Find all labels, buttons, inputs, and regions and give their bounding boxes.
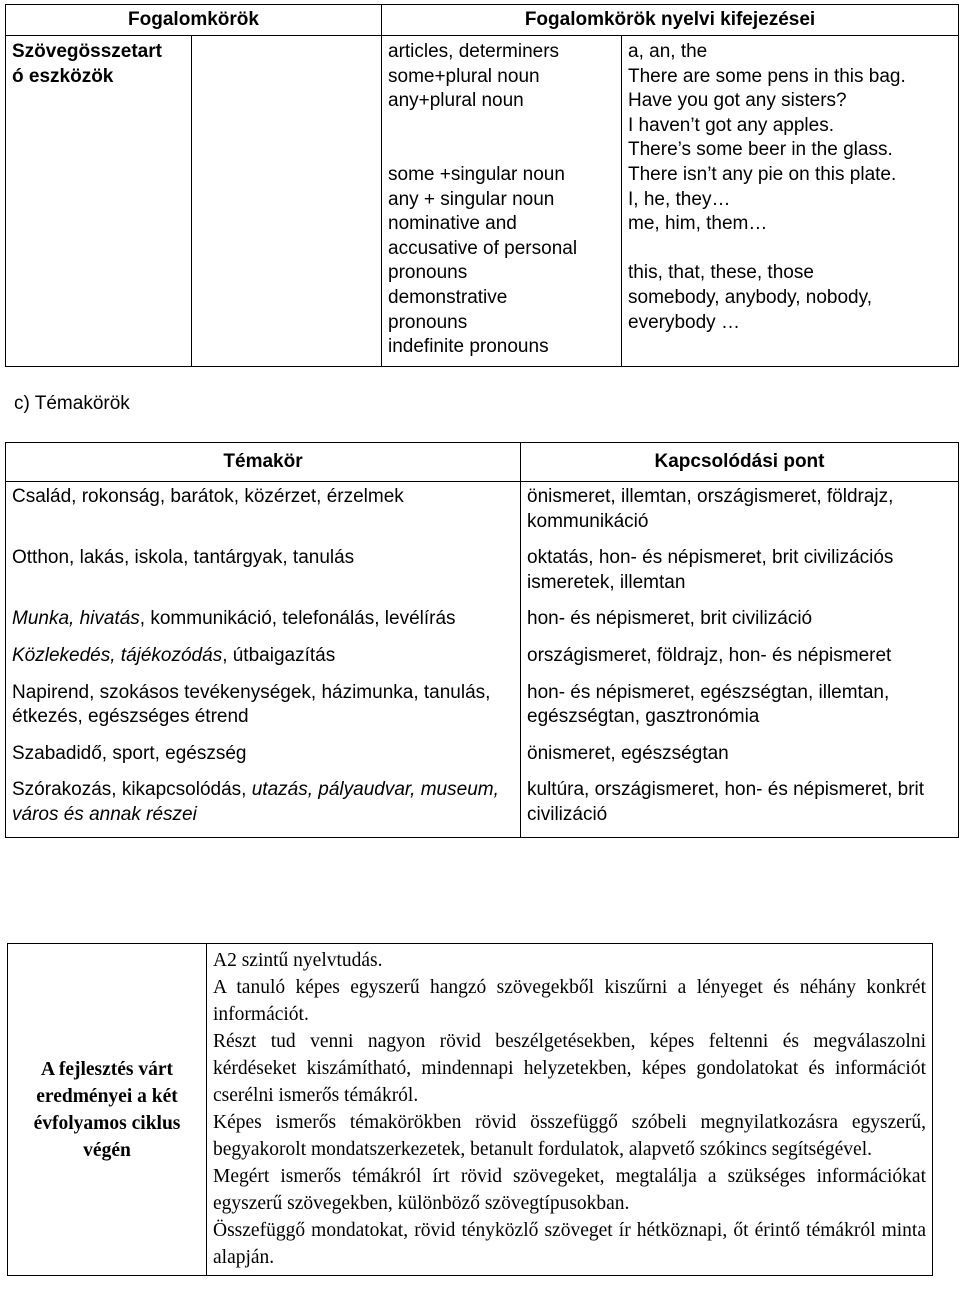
topic-text: Család, rokonság, barátok, közérzet, érzelmek xyxy=(12,486,404,507)
table-row xyxy=(6,543,959,604)
concept-line: some +singular noun xyxy=(388,163,565,185)
outcome-paragraph: Képes ismerős témakörökben rövid összefüggő szóbeli megnyilatkozásra egyszerű, begyakorolt mondatszerkezetek, betanult fordulatok, alapvető szókincs segítségével. xyxy=(213,1112,926,1160)
outcomes-body xyxy=(207,944,933,1276)
topic-text: Munka, hivatás xyxy=(12,608,140,630)
category-line: ó eszközök xyxy=(12,65,114,87)
table-row xyxy=(6,482,959,544)
outcomes-row xyxy=(8,944,933,1276)
spacer xyxy=(388,114,615,139)
topic-text: Szórakozás, kikapcsolódás, xyxy=(12,779,252,801)
expression-line: I haven’t got any apples. xyxy=(628,114,834,136)
table-row xyxy=(6,739,959,776)
section-title: c) Témakörök xyxy=(14,393,130,414)
concept-line: accusative of personal xyxy=(388,237,578,259)
topic-text: Otthon, lakás, iskola, tantárgyak, tanulás xyxy=(12,547,355,569)
topic-cell xyxy=(6,678,521,739)
spacer xyxy=(388,138,615,163)
topic-text: utazás, pályaudvar, museum, város és annak részei xyxy=(12,779,499,825)
link-cell: hon- és népismeret, egészségtan, illemtan, egészségtan, gasztronómia xyxy=(521,678,959,739)
outcome-paragraph: A tanuló képes egyszerű hangzó szövegekből kiszűrni a lényeget és néhány konkrét információt. xyxy=(213,977,926,1025)
expression-line: me, him, them… xyxy=(628,213,768,235)
table-row xyxy=(6,641,959,678)
outcomes-table xyxy=(7,943,933,1276)
link-cell: országismeret, földrajz, hon- és népismeret xyxy=(521,641,959,678)
table1-header-row xyxy=(6,5,959,36)
link-cell: önismeret, illemtan, országismeret, földrajz, kommunikáció xyxy=(521,482,959,544)
topics-table-body xyxy=(6,482,959,838)
concept-line: pronouns xyxy=(388,262,468,284)
topic-text: Közlekedés, tájékozódás xyxy=(12,644,223,666)
topic-text: Napirend, szokásos tevékenységek, házimunka, tanulás, étkezés, egészséges étrend xyxy=(12,681,491,728)
expression-line: everybody … xyxy=(628,311,740,333)
topic-text: Szabadidő, sport, egészség xyxy=(12,742,247,764)
concept-line: pronouns xyxy=(388,311,468,333)
topic-cell xyxy=(6,543,521,604)
spacer xyxy=(628,237,952,262)
concept-line: some+plural noun xyxy=(388,65,540,87)
expressions-cell xyxy=(622,36,959,367)
link-cell: kultúra, országismeret, hon- és népismeret, brit civilizáció xyxy=(521,775,959,837)
topic-text: , útbaigazítás xyxy=(222,644,336,666)
language-functions-table xyxy=(5,4,959,367)
link-cell: oktatás, hon- és népismeret, brit civilizációs ismeretek, illemtan xyxy=(521,543,959,604)
table-row xyxy=(6,604,959,641)
expression-line: a, an, the xyxy=(628,41,708,62)
link-cell: hon- és népismeret, brit civilizáció xyxy=(521,604,959,641)
concept-line: demonstrative xyxy=(388,286,508,308)
topic-cell xyxy=(6,739,521,776)
outcomes-label: A fejlesztés várt eredményei a két évfolyamos ciklus végén xyxy=(8,944,207,1276)
expression-line: I, he, they… xyxy=(628,188,731,210)
concept-line: any + singular noun xyxy=(388,188,555,210)
topic-text: , kommunikáció, telefonálás, levélírás xyxy=(139,608,456,630)
concept-line: articles, determiners xyxy=(388,41,560,62)
concept-line: any+plural noun xyxy=(388,90,524,112)
category-cell xyxy=(6,36,192,367)
expression-line: Have you got any sisters? xyxy=(628,90,847,112)
table-row xyxy=(6,775,959,837)
expression-line: There isn’t any pie on this plate. xyxy=(628,163,897,185)
topic-cell xyxy=(6,641,521,678)
topic-cell xyxy=(6,775,521,837)
table2-header-row xyxy=(6,443,959,482)
table-row xyxy=(6,678,959,739)
empty-cell xyxy=(192,36,382,367)
expression-line: There are some pens in this bag. xyxy=(628,65,906,87)
table1-header-concepts: Fogalomkörök xyxy=(6,5,382,36)
concepts-cell xyxy=(382,36,622,367)
topic-cell xyxy=(6,482,521,544)
outcome-paragraph: Összefüggő mondatokat, rövid tényközlő szöveget ír hétköznapi, őt érintő témákról minta alapján. xyxy=(213,1220,926,1268)
table1-row xyxy=(6,36,959,367)
expression-line: somebody, anybody, nobody, xyxy=(628,286,872,308)
expression-line: this, that, these, those xyxy=(628,262,814,284)
topic-cell xyxy=(6,604,521,641)
link-cell: önismeret, egészségtan xyxy=(521,739,959,776)
expression-line: There’s some beer in the glass. xyxy=(628,139,893,161)
concept-line: nominative and xyxy=(388,213,517,235)
outcome-paragraph: Megért ismerős témákról írt rövid szövegeket, megtalálja a szükséges információkat egyszerű szövegekben, különböző szövegtípusokban. xyxy=(213,1166,926,1214)
concept-line: indefinite pronouns xyxy=(388,336,549,358)
topics-table xyxy=(5,442,959,838)
outcome-paragraph: A2 szintű nyelvtudás. xyxy=(213,950,383,971)
category-line: Szövegösszetart xyxy=(12,41,162,62)
outcome-paragraph: Részt tud venni nagyon rövid beszélgetésekben, képes feltenni és megválaszolni kérdéseket kiszámítható, mindennapi helyzetekben, képes gondolatokat és információt cserélni ismerős témákról. xyxy=(213,1031,926,1106)
table1-header-expressions: Fogalomkörök nyelvi kifejezései xyxy=(382,5,959,36)
table2-header-topic: Témakör xyxy=(6,443,521,482)
table2-header-link: Kapcsolódási pont xyxy=(521,443,959,482)
